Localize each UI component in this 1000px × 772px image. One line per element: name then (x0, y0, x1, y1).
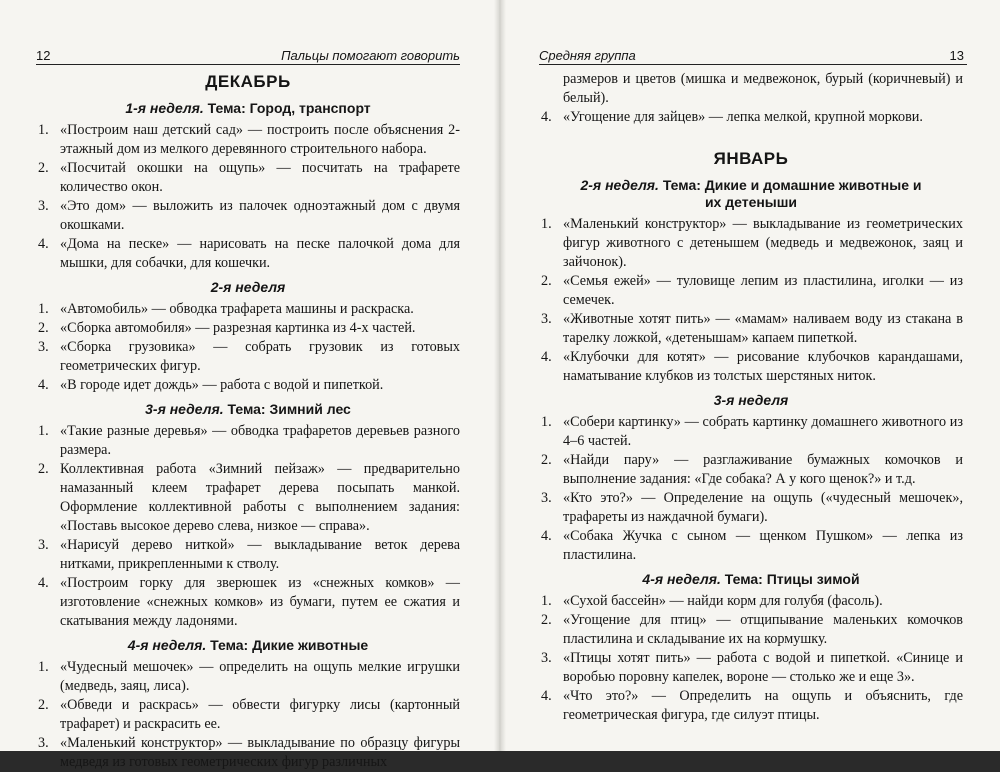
item-number: 1. (38, 301, 49, 317)
list-item (539, 451, 963, 489)
item-number: 1. (541, 593, 552, 609)
activity-list (539, 592, 963, 725)
item-text: «Посчитай окошки на ощупь» — посчитать на трафарете количество окон. (60, 160, 460, 195)
running-title: Средняя группа (539, 48, 636, 63)
continuation-text (539, 70, 963, 108)
list-item (539, 489, 963, 527)
list-item (36, 300, 460, 319)
item-number: 1. (541, 414, 552, 430)
activity-list (36, 300, 460, 395)
item-number: 4. (541, 349, 552, 365)
item-number: 2. (38, 320, 49, 336)
activity-list (36, 422, 460, 631)
list-item (539, 348, 963, 386)
week-heading (36, 279, 460, 296)
week-heading (539, 392, 963, 409)
list-item (36, 658, 460, 696)
month-heading: ДЕКАБРЬ (205, 72, 291, 91)
item-number: 2. (38, 160, 49, 176)
list-item (36, 734, 460, 772)
month-heading: ЯНВАРЬ (713, 149, 789, 168)
item-text: «Найди пару» — разглаживание бумажных комочков и выполнение задания: «Где собака? А у кого щенок?» и т.д. (563, 452, 963, 487)
week-topic: Тема: Дикие и домашние животные и их детеныши (658, 177, 922, 210)
item-number: 1. (38, 122, 49, 138)
item-number: 4. (38, 236, 49, 252)
week-section (539, 392, 963, 565)
item-text: «Дома на песке» — нарисовать на песке палочкой дома для мышки, для собачки, для кошечки. (60, 236, 460, 271)
item-text: «Чудесный мешочек» — определить на ощупь мелкие игрушки (медведь, заяц, лиса). (60, 659, 460, 694)
list-item (36, 159, 460, 197)
item-text: «Семья ежей» — туловище лепим из пластилина, иголки — из семечек. (563, 273, 963, 308)
week-section (36, 100, 460, 273)
item-text: «Обведи и раскрась» — обвести фигурку лисы (картонный трафарет) и раскрасить ее. (60, 697, 460, 732)
list-item (36, 574, 460, 631)
item-text: «Угощение для зайцев» — лепка мелкой, крупной моркови. (563, 109, 923, 125)
page-number: 13 (949, 48, 964, 63)
week-section (36, 279, 460, 395)
item-text: «Птицы хотят пить» — работа с водой и пипеткой. «Синице и воробью поровну капелек, вороне — столько же и еще 3». (563, 650, 963, 685)
item-number: 3. (38, 339, 49, 355)
item-number: 2. (541, 452, 552, 468)
list-item (36, 121, 460, 159)
item-text: «Такие разные деревья» — обводка трафаретов деревьев разного размера. (60, 423, 460, 458)
header-rule (36, 64, 460, 65)
activity-list (539, 108, 963, 127)
week-topic: Тема: Зимний лес (223, 401, 351, 417)
week-label: 2-я неделя (210, 279, 286, 295)
list-item (539, 649, 963, 687)
item-text: «Построим горку для зверюшек из «снежных комков» — изготовление «снежных комков» из бумаги, путем ее сжатия и скатывания между ладонями. (60, 575, 460, 629)
list-item (539, 310, 963, 348)
activity-list (36, 658, 460, 772)
week-topic: Тема: Город, транспорт (203, 100, 371, 116)
item-text: «Собери картинку» — собрать картинку домашнего животного из 4–6 частей. (563, 414, 963, 449)
list-item (36, 422, 460, 460)
list-item (36, 338, 460, 376)
item-text: «Сборка грузовика» — собрать грузовик из готовых геометрических фигур. (60, 339, 460, 374)
item-number: 3. (541, 490, 552, 506)
item-text: «Клубочки для котят» — рисование клубочков карандашами, наматывание клубков из толстых шерстяных ниток. (563, 349, 963, 384)
list-item (36, 197, 460, 235)
list-item (36, 460, 460, 536)
item-number: 4. (541, 688, 552, 704)
list-item (539, 527, 963, 565)
item-number: 4. (541, 528, 552, 544)
page-number: 12 (36, 48, 51, 63)
list-item (36, 376, 460, 395)
continued-item-text: размеров и цветов (мишка и медвежонок, бурый (коричневый) и белый). (563, 71, 963, 106)
list-item (36, 696, 460, 734)
activity-list (539, 215, 963, 386)
item-number: 3. (38, 537, 49, 553)
week-label: 4-я неделя. (642, 571, 721, 587)
week-label: 4-я неделя. (127, 637, 207, 653)
item-text: «Животные хотят пить» — «мамам» наливаем воду из стакана в тарелку ложкой, «детенышам» капаем пипеткой. (563, 311, 963, 346)
item-text: «Маленький конструктор» — выкладывание из геометрических фигур животного с детенышем (медведь и медвежонок, заяц и зайчонок). (563, 216, 963, 270)
item-number: 4. (38, 575, 49, 591)
item-text: «Сухой бассейн» — найди корм для голубя (фасоль). (563, 593, 883, 609)
item-number: 4. (541, 109, 552, 125)
right-page (504, 0, 1000, 751)
activity-list (539, 413, 963, 565)
item-text: «Это дом» — выложить из палочек одноэтажный дом с двумя окошками. (60, 198, 460, 233)
item-number: 1. (541, 216, 552, 232)
list-item (539, 108, 963, 127)
item-number: 2. (541, 612, 552, 628)
item-text: Коллективная работа «Зимний пейзаж» — предварительно намазанный клеем трафарет дерева посыпать манкой. Оформление коллективной работы с выполнением задания: «Поставь высокое дерево слева, низкое — справа». (60, 461, 460, 534)
running-title: Пальцы помогают говорить (281, 48, 460, 63)
week-label: 3-я неделя (713, 392, 789, 408)
list-item (36, 319, 460, 338)
item-number: 2. (541, 273, 552, 289)
week-label: 1-я неделя. (125, 100, 204, 116)
list-item (539, 215, 963, 272)
item-text: «Что это?» — Определить на ощупь и объяснить, где геометрическая фигура, где силуэт птицы. (563, 688, 963, 723)
item-text: «В городе идет дождь» — работа с водой и пипеткой. (60, 377, 384, 393)
item-number: 3. (38, 735, 49, 751)
week-heading (36, 100, 460, 117)
item-number: 1. (38, 423, 49, 439)
item-number: 4. (38, 377, 49, 393)
item-text: «Автомобиль» — обводка трафарета машины и раскраска. (60, 301, 414, 317)
week-heading (36, 401, 460, 418)
list-item (539, 611, 963, 649)
list-item (539, 413, 963, 451)
list-item (539, 687, 963, 725)
list-item (539, 272, 963, 310)
week-heading (36, 637, 460, 654)
list-item (36, 235, 460, 273)
item-number: 1. (38, 659, 49, 675)
item-text: «Сборка автомобиля» — разрезная картинка из 4-х частей. (60, 320, 416, 336)
item-number: 2. (38, 697, 49, 713)
left-page-content (36, 70, 460, 772)
item-number: 2. (38, 461, 49, 477)
list-item (36, 536, 460, 574)
week-section (36, 637, 460, 772)
item-number: 3. (541, 650, 552, 666)
item-text: «Нарисуй дерево ниткой» — выкладывание веток дерева нитками, прикрепленными к стволу. (60, 537, 460, 572)
list-item (539, 592, 963, 611)
activity-list (36, 121, 460, 273)
header-rule (539, 64, 967, 65)
week-label: 2-я неделя. (580, 177, 659, 193)
week-label: 3-я неделя. (145, 401, 224, 417)
item-number: 3. (541, 311, 552, 327)
week-heading (539, 571, 963, 588)
item-text: «Маленький конструктор» — выкладывание по образцу фигуры медведя из готовых геометрических фигур различных (60, 735, 460, 770)
week-topic: Тема: Птицы зимой (720, 571, 860, 587)
item-text: «Угощение для птиц» — отщипывание маленьких комочков пластилина и складывание их на кормушку. (563, 612, 963, 647)
week-section (36, 401, 460, 631)
right-page-content (539, 70, 963, 725)
left-page (0, 0, 496, 770)
item-text: «Кто это?» — Определение на ощупь («чудесный мешочек», трафареты из наждачной бумаги). (563, 490, 963, 525)
item-text: «Собака Жучка с сыном — щенком Пушком» — лепка из пластилина. (563, 528, 963, 563)
item-number: 3. (38, 198, 49, 214)
item-text: «Построим наш детский сад» — построить после объяснения 2-этажный дом из мелкого деревянного строительного набора. (60, 122, 460, 157)
week-section (539, 177, 963, 386)
week-heading (539, 177, 963, 211)
week-section (539, 571, 963, 725)
week-topic: Тема: Дикие животные (206, 637, 369, 653)
